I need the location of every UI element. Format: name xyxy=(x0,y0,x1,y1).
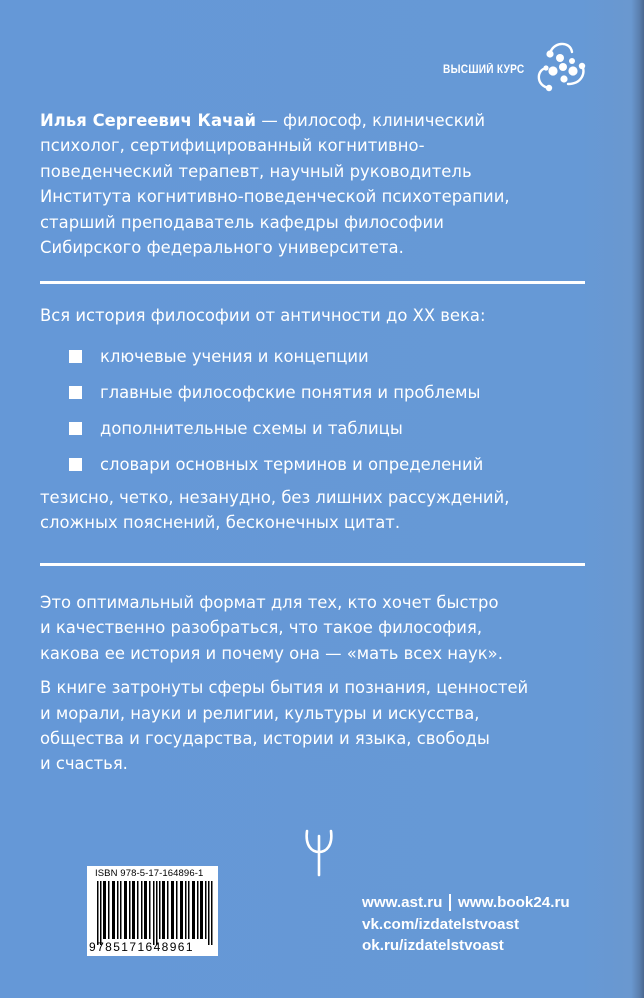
bio-line xyxy=(40,108,600,133)
square-bullet-icon xyxy=(69,350,82,363)
feature-list xyxy=(69,338,600,482)
description-section xyxy=(40,590,610,786)
square-bullet-icon xyxy=(69,422,82,435)
list-item xyxy=(69,374,600,410)
summary-line: тезисно, четко, незанудно, без лишних рассуждений, xyxy=(40,488,510,507)
book24-link[interactable]: www.book24.ru xyxy=(457,894,570,911)
feature-text: словари основных терминов и определений xyxy=(100,454,484,474)
ok-link[interactable]: ok.ru/izdatelstvoast xyxy=(362,937,504,954)
website-row xyxy=(362,892,570,914)
bio-line: психолог, сертифицированный когнитивно- xyxy=(40,136,425,156)
contents-summary xyxy=(40,485,600,536)
divider-line xyxy=(40,563,585,566)
paragraph-line: и качественно разобраться, что такое философия, xyxy=(40,618,483,638)
feature-text: ключевые учения и концепции xyxy=(100,346,369,366)
vertical-separator xyxy=(449,894,451,911)
vk-link[interactable]: vk.com/izdatelstvoast xyxy=(362,915,519,933)
description-paragraph xyxy=(40,590,610,666)
contents-intro: Вся история философии от античности до XX века: xyxy=(40,306,486,325)
psi-icon xyxy=(304,828,334,878)
publisher-links xyxy=(362,892,570,957)
square-bullet-icon xyxy=(69,458,82,471)
list-item xyxy=(69,446,600,482)
bio-line: старший преподаватель кафедры философии xyxy=(40,212,444,232)
series-label: ВЫСШИЙ КУРС xyxy=(443,64,525,76)
bio-line: поведенческий терапевт, научный руководитель xyxy=(40,161,472,181)
list-item xyxy=(69,410,600,446)
barcode-icon xyxy=(95,881,213,945)
feature-text: дополнительные схемы и таблицы xyxy=(100,418,403,438)
ast-link[interactable]: www.ast.ru xyxy=(362,894,443,911)
paragraph-line: общества и государства, истории и языка, свободы xyxy=(40,729,490,749)
paragraph-line: В книге затронуты сферы бытия и познания, ценностей xyxy=(40,678,529,698)
isbn-barcode xyxy=(87,866,218,956)
bio-text: философ, клинический xyxy=(283,111,486,130)
summary-line: сложных пояснений, бесконечных цитат. xyxy=(40,513,401,533)
list-item xyxy=(69,338,600,374)
paragraph-line: Это оптимальный формат для тех, кто хочет быстро xyxy=(40,593,499,612)
feature-text: главные философские понятия и проблемы xyxy=(100,382,481,402)
barcode-digits: 9785171648961 xyxy=(89,940,194,954)
square-bullet-icon xyxy=(69,386,82,399)
paragraph-line: какова ее история и почему она — «мать всех наук». xyxy=(40,643,503,663)
bio-line: Института когнитивно-поведенческой психотерапии, xyxy=(40,187,510,207)
contents-section xyxy=(40,303,600,536)
description-paragraph xyxy=(40,675,610,777)
series-brand xyxy=(440,38,590,94)
bio-line: Сибирского федерального университета. xyxy=(40,238,404,258)
paragraph-line: и счастья. xyxy=(40,754,128,774)
paragraph-line: и морали, науки и религии, культуры и искусства, xyxy=(40,703,480,723)
divider-line xyxy=(40,281,585,284)
author-bio xyxy=(40,108,600,260)
dash: — xyxy=(256,111,284,130)
isbn-label: ISBN 978-5-17-164896-1 xyxy=(95,868,204,879)
molecule-dots-icon xyxy=(532,38,590,96)
author-name: Илья Сергеевич Качай xyxy=(40,111,257,130)
